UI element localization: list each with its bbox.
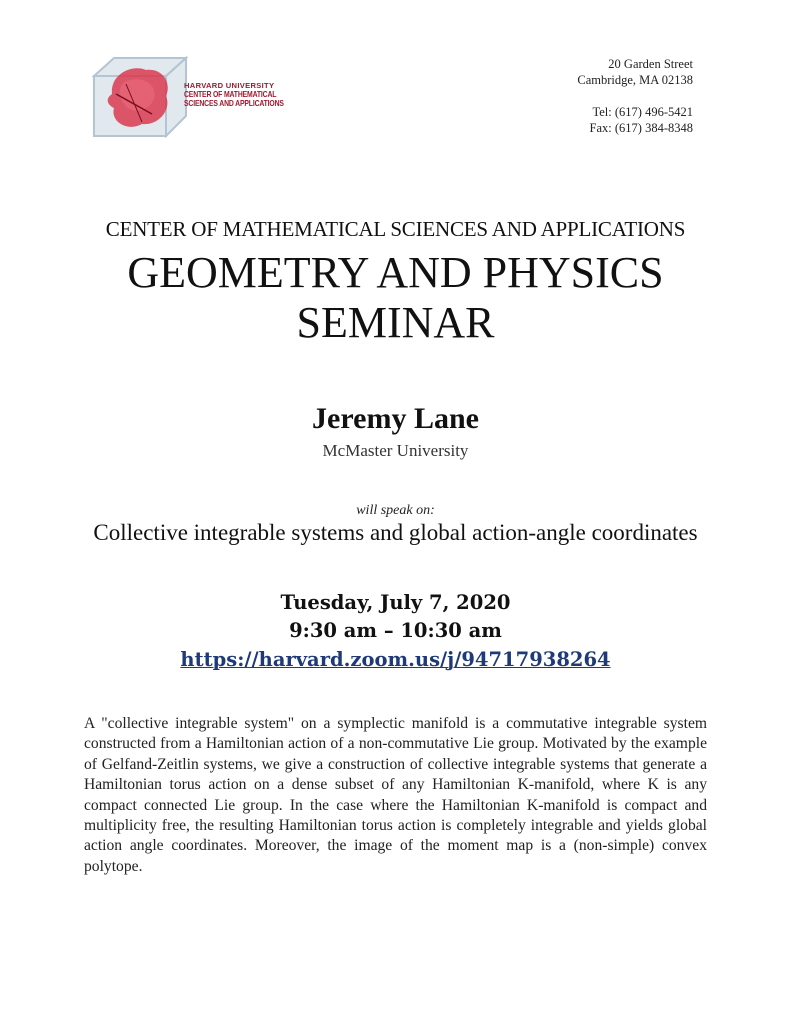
abstract: A "collective integrable system" on a symplectic manifold is a commutative integrable system constructed from a Hamiltonian action of a non-commutative Lie group. Motivated by the example of Gelfand-Zeitlin systems, we give a construction of collective integrable systems that generate a Hamiltonian torus action on a dense subset of any Hamiltonian K-manifold, where K is any compact connected Lie group. In the case where the Hamiltonian K-manifold is compact and multiplicity free, the resulting Hamiltonian torus action is completely integrable and yields global action angle coordinates. Moreover, the image of the moment map is a (non-simple) convex polytope. (84, 715, 707, 875)
zoom-link-container (0, 648, 791, 671)
seminar-title (0, 248, 791, 348)
talk-title: Collective integrable systems and global action-angle coordinates (93, 520, 698, 545)
speaker-name: Jeremy Lane (312, 402, 479, 435)
address-block (577, 56, 693, 136)
talk-intro: will speak on: (356, 503, 435, 518)
speaker-affiliation: McMaster University (322, 441, 469, 460)
logo-line-3: SCIENCES AND APPLICATIONS (184, 98, 284, 108)
seminar-title-line-1: GEOMETRY AND PHYSICS (127, 248, 664, 297)
cube-polytope-logo-icon (92, 54, 188, 138)
logo-wordmark (184, 81, 306, 108)
event-time: 9:30 am – 10:30 am (289, 619, 502, 642)
address-street: 20 Garden Street (608, 57, 693, 71)
logo-line-2: CENTER OF MATHEMATICAL (184, 89, 277, 99)
center-name: CENTER OF MATHEMATICAL SCIENCES AND APPLICATIONS (105, 217, 686, 241)
event-date: Tuesday, July 7, 2020 (280, 591, 511, 614)
address-tel: Tel: (617) 496-5421 (592, 105, 693, 119)
zoom-link[interactable]: https://harvard.zoom.us/j/94717938264 (180, 648, 611, 671)
address-fax: Fax: (617) 384-8348 (589, 121, 693, 135)
address-city: Cambridge, MA 02138 (577, 73, 693, 87)
logo-line-1: HARVARD UNIVERSITY (184, 81, 275, 90)
seminar-title-line-2: SEMINAR (296, 298, 495, 347)
